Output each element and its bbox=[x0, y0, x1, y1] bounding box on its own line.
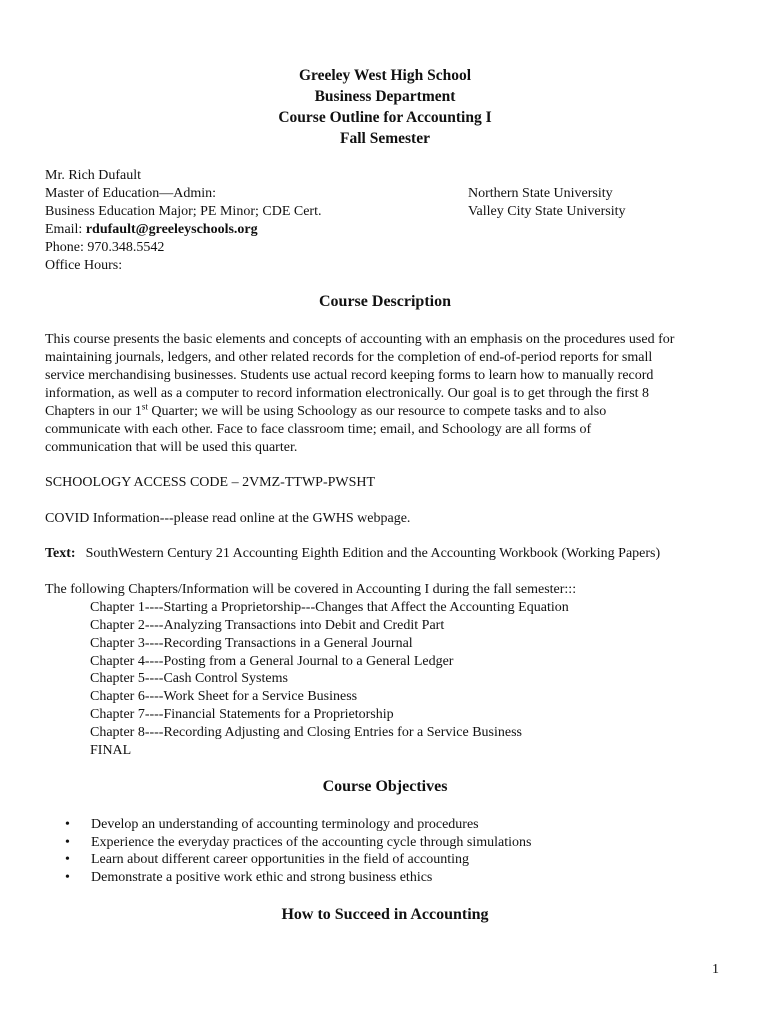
description-line: communicate with each other. Face to face classroom time; email, and Schoology are all forms of bbox=[45, 422, 592, 437]
chapter-item: Chapter 4----Posting from a General Journal to a General Ledger bbox=[90, 654, 454, 669]
description-line: This course presents the basic elements and concepts of accounting with an emphasis on the procedures used for bbox=[45, 332, 675, 347]
chapter-final: FINAL bbox=[90, 743, 132, 758]
succeed-heading: How to Succeed in Accounting bbox=[281, 906, 489, 923]
schoology-access-code: SCHOOLOGY ACCESS CODE – 2VMZ-TTWP-PWSHT bbox=[45, 475, 376, 490]
course-description-heading: Course Description bbox=[319, 293, 451, 310]
description-line bbox=[45, 403, 606, 421]
description-line: communication that will be used this quarter. bbox=[45, 440, 298, 455]
chapter-item: Chapter 1----Starting a Proprietorship---Changes that Affect the Accounting Equation bbox=[90, 600, 569, 615]
covid-information: COVID Information---please read online at the GWHS webpage. bbox=[45, 511, 411, 526]
instructor-degree-2-school: Valley City State University bbox=[468, 204, 626, 219]
objective-item: Develop an understanding of accounting terminology and procedures bbox=[91, 817, 479, 832]
course-title: Course Outline for Accounting I bbox=[278, 109, 492, 126]
chapter-item: Chapter 7----Financial Statements for a Proprietorship bbox=[90, 707, 394, 722]
email-label: Email: bbox=[45, 222, 86, 237]
textbook-label: Text: bbox=[45, 546, 76, 561]
instructor-degree-1: Master of Education—Admin: bbox=[45, 186, 217, 201]
chapter-item: Chapter 2----Analyzing Transactions into Debit and Credit Part bbox=[90, 618, 445, 633]
school-title: Greeley West High School bbox=[298, 67, 472, 84]
chapter-item: Chapter 5----Cash Control Systems bbox=[90, 671, 288, 686]
chapter-item: Chapter 6----Work Sheet for a Service Business bbox=[90, 689, 358, 704]
email-link[interactable]: rdufault@greeleyschools.org bbox=[85, 222, 258, 237]
description-text: Chapters in our 1 bbox=[45, 404, 142, 419]
description-line: maintaining journals, ledgers, and other related records for the completion of end-of-period reports for small bbox=[45, 350, 653, 365]
instructor-email-line bbox=[45, 221, 258, 239]
objective-item: Demonstrate a positive work ethic and strong business ethics bbox=[91, 870, 433, 885]
bullet-icon: • bbox=[65, 835, 70, 850]
chapter-item: Chapter 8----Recording Adjusting and Closing Entries for a Service Business bbox=[90, 725, 522, 740]
bullet-icon: • bbox=[65, 852, 70, 867]
objective-item: Learn about different career opportunities in the field of accounting bbox=[91, 852, 469, 867]
instructor-degree-2: Business Education Major; PE Minor; CDE Cert. bbox=[45, 204, 322, 219]
instructor-name: Mr. Rich Dufault bbox=[45, 168, 142, 183]
instructor-phone: Phone: 970.348.5542 bbox=[45, 240, 165, 255]
description-text: Quarter; we will be using Schoology as our resource to compete tasks and to also bbox=[147, 404, 607, 419]
chapter-item: Chapter 3----Recording Transactions in a General Journal bbox=[90, 636, 413, 651]
page-number: 1 bbox=[712, 962, 719, 977]
bullet-icon: • bbox=[65, 817, 70, 832]
instructor-office-hours: Office Hours: bbox=[45, 258, 123, 273]
chapters-intro: The following Chapters/Information will be covered in Accounting I during the fall semester::: bbox=[45, 582, 577, 597]
textbook-line bbox=[45, 545, 660, 563]
description-line: information, as well as a computer to record information electronically. Our goal is to get through the first 8 bbox=[45, 386, 650, 401]
semester-title: Fall Semester bbox=[340, 130, 430, 147]
bullet-icon: • bbox=[65, 870, 70, 885]
ordinal-suffix: st bbox=[141, 401, 148, 412]
textbook-value: SouthWestern Century 21 Accounting Eighth Edition and the Accounting Workbook (Working Papers) bbox=[85, 546, 661, 561]
instructor-degree-1-school: Northern State University bbox=[468, 186, 613, 201]
department-title: Business Department bbox=[314, 88, 456, 105]
course-objectives-heading: Course Objectives bbox=[322, 778, 448, 795]
objective-item: Experience the everyday practices of the accounting cycle through simulations bbox=[91, 835, 532, 850]
description-line: service merchandising businesses. Students use actual record keeping forms to learn how to manually record bbox=[45, 368, 654, 383]
